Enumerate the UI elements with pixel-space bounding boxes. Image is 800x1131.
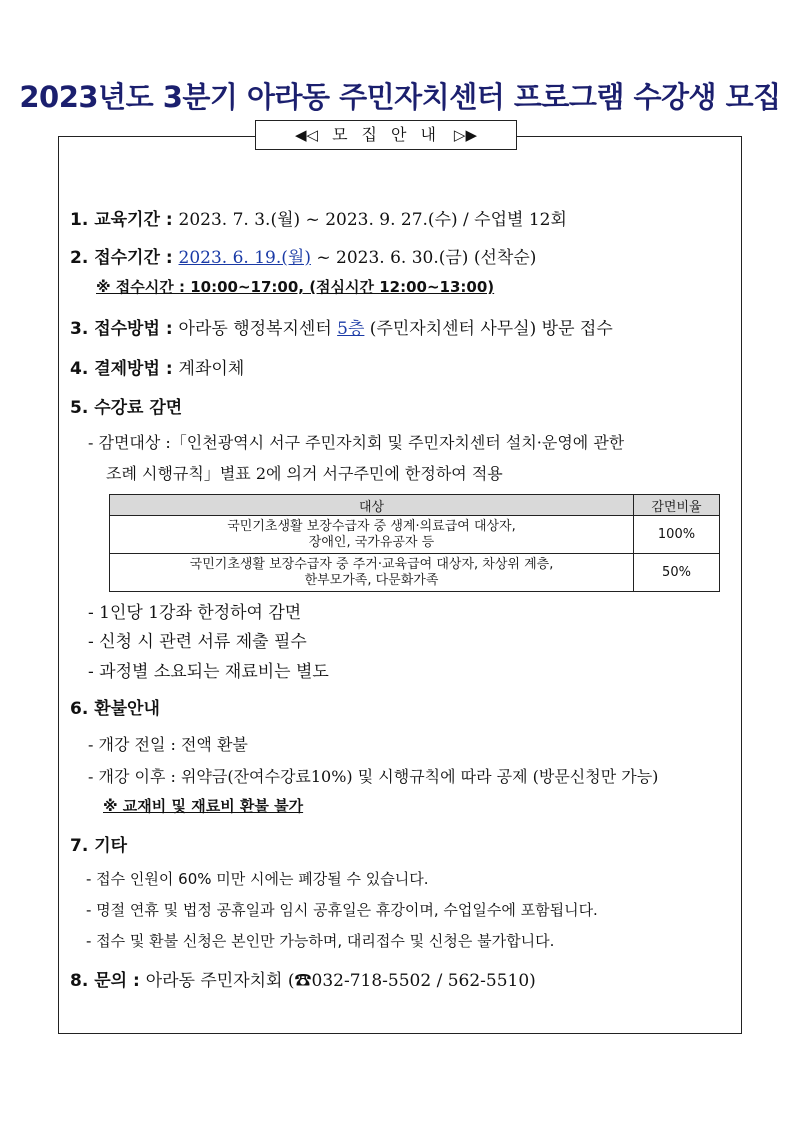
payment-label: 4. 결제방법 xyxy=(70,359,160,379)
discount-label: 5. 수강료 감면 xyxy=(70,398,183,418)
discount-note: - 1인당 1강좌 한정하여 감면 xyxy=(88,603,302,623)
item-contact: 8. 문의 : 아라동 주민자치회 (☎032-718-5502 / 562-5510) xyxy=(70,971,536,991)
reception-start: 2023. 6. 19.(월) xyxy=(178,248,311,268)
method-label: 3. 접수방법 xyxy=(70,319,160,339)
discount-note: - 신청 시 관련 서류 제출 필수 xyxy=(88,632,307,652)
refund-label: 6. 환불안내 xyxy=(70,699,160,719)
contact-value: 아라동 주민자치회 (☎032-718-5502 / 562-5510) xyxy=(145,971,536,991)
refund-warning: ※ 교재비 및 재료비 환불 불가 xyxy=(103,797,304,815)
item-reception: 2. 접수기간 : 2023. 6. 19.(월) ~ 2023. 6. 30.(금) (선착순) xyxy=(70,248,537,268)
item-method: 3. 접수방법 : 아라동 행정복지센터 5층 (주민자치센터 사무실) 방문 접수 xyxy=(70,319,613,339)
banner-text: 모집안내 xyxy=(332,125,450,144)
table-header-rate: 감면비율 xyxy=(634,495,720,516)
table-row xyxy=(110,516,720,554)
left-arrows-icon: ◀◁ xyxy=(295,126,319,144)
reception-time: ※ 접수시간 : 10:00~17:00, (점심시간 12:00~13:00) xyxy=(96,278,495,296)
right-arrows-icon: ▷▶ xyxy=(453,126,477,144)
table-cell-rate: 50% xyxy=(634,554,720,592)
item-payment: 4. 결제방법 : 계좌이체 xyxy=(70,359,245,379)
contact-label: 8. 문의 xyxy=(70,971,128,991)
table-cell-rate: 100% xyxy=(634,516,720,554)
table-header-target: 대상 xyxy=(110,495,634,516)
discount-target-line2: 조례 시행규칙」별표 2에 의거 서구주민에 한정하여 적용 xyxy=(106,464,503,483)
etc-line: - 접수 및 환불 신청은 본인만 가능하며, 대리접수 및 신청은 불가합니다. xyxy=(86,932,555,950)
discount-note: - 과정별 소요되는 재료비는 별도 xyxy=(88,662,329,682)
etc-label: 7. 기타 xyxy=(70,836,128,856)
table-cell-target: 국민기초생활 보장수급자 중 주거·교육급여 대상자, 차상위 계층, 한부모가족, 다문화가족 xyxy=(110,554,634,592)
refund-before: - 개강 전일 : 전액 환불 xyxy=(88,735,248,754)
table-header-row xyxy=(110,495,720,516)
method-floor: 5층 xyxy=(337,319,365,339)
reception-label: 2. 접수기간 xyxy=(70,248,160,268)
period-label: 1. 교육기간 xyxy=(70,210,160,230)
etc-line: - 명절 연휴 및 법정 공휴일과 임시 공휴일은 휴강이며, 수업일수에 포함됩니다. xyxy=(86,901,598,919)
etc-line: - 접수 인원이 60% 미만 시에는 폐강될 수 있습니다. xyxy=(86,870,429,888)
period-value: 2023. 7. 3.(월) ~ 2023. 9. 27.(수) / 수업별 12회 xyxy=(178,210,567,230)
discount-table xyxy=(109,494,720,592)
page-title: 2023년도 3분기 아라동 주민자치센터 프로그램 수강생 모집 xyxy=(19,80,781,114)
table-row xyxy=(110,554,720,592)
discount-target-line1: - 감면대상 :「인천광역시 서구 주민자치회 및 주민자치센터 설치·운영에 관한 xyxy=(88,433,625,452)
reception-rest: ~ 2023. 6. 30.(금) (선착순) xyxy=(310,248,537,268)
item-period: 1. 교육기간 : 2023. 7. 3.(월) ~ 2023. 9. 27.(수) / 수업별 12회 xyxy=(70,210,567,230)
payment-value: 계좌이체 xyxy=(178,359,245,379)
table-cell-target: 국민기초생활 보장수급자 중 생계·의료급여 대상자, 장애인, 국가유공자 등 xyxy=(110,516,634,554)
refund-after: - 개강 이후 : 위약금(잔여수강료10%) 및 시행규칙에 따라 공제 (방문신청만 가능) xyxy=(88,767,659,786)
notice-banner xyxy=(255,120,517,150)
